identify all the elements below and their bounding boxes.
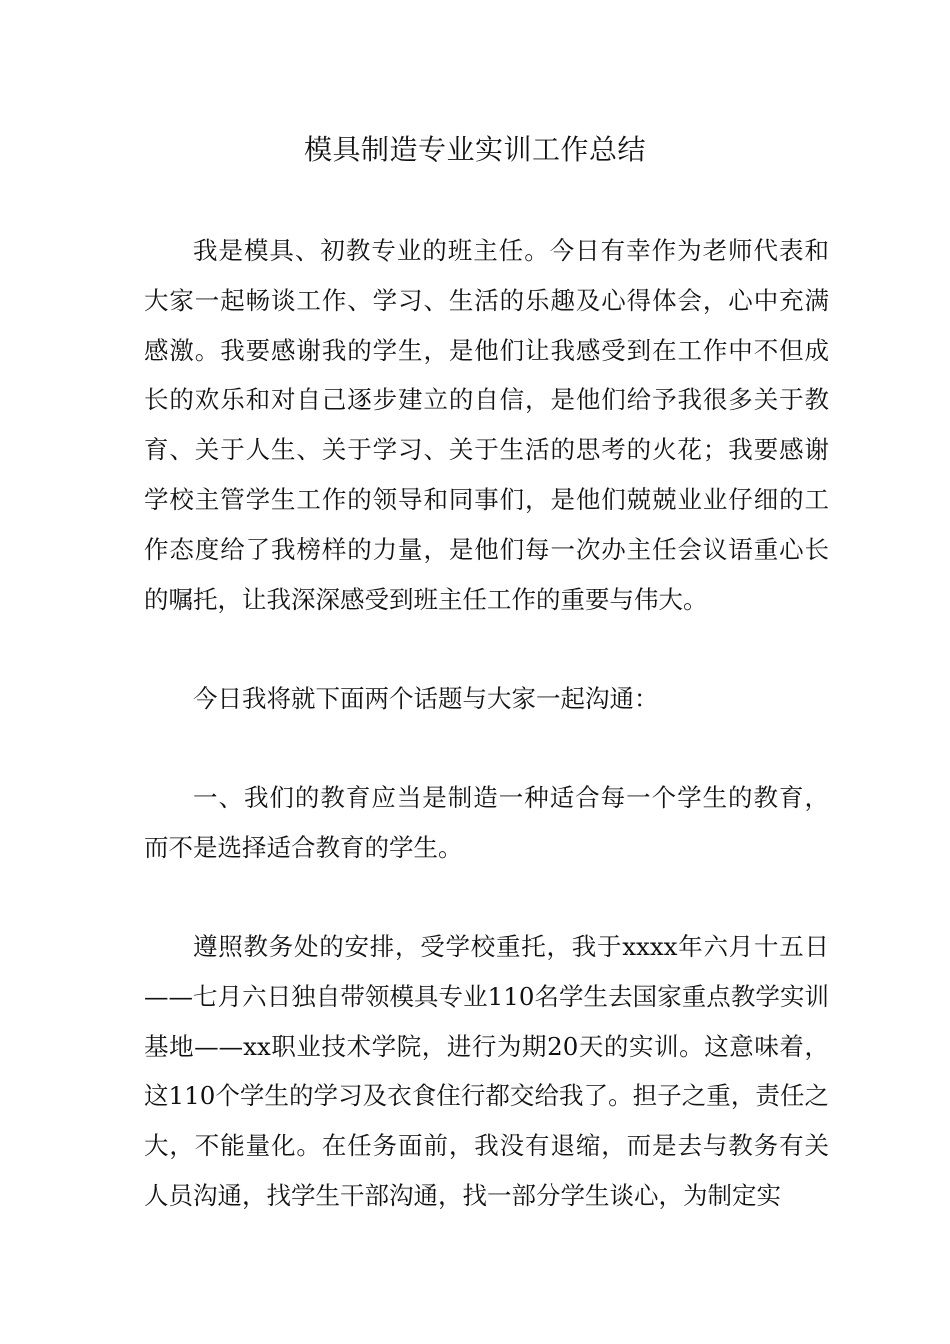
paragraph-topics-intro: 今日我将就下面两个话题与大家一起沟通： bbox=[193, 684, 659, 713]
document-title: 模具制造专业实训工作总结 bbox=[303, 133, 646, 166]
paragraph-topic-one: 一、我们的教育应当是制造一种适合每一个学生的教育，而不是选择适合教育的学生。 bbox=[144, 783, 829, 862]
paragraph-intro: 我是模具、初教专业的班主任。今日有幸作为老师代表和大家一起畅谈工作、学习、生活的乐趣及心得体会，心中充满感激。我要感谢我的学生，是他们让我感受到在工作中不但成长的欢乐和对自己逐步建立的自信，是他们给予我很多关于教育、关于人生、关于学习、关于生活的思考的火花；我要感谢学校主管学生工作的领导和同事们，是他们兢兢业业仔细的工作态度给了我榜样的力量，是他们每一次办主任会议语重心长的嘱托，让我深深感受到班主任工作的重要与伟大。 bbox=[144, 236, 829, 614]
paragraph-training: 遵照教务处的安排，受学校重托，我于xxxx年六月十五日——七月六日独自带领模具专业110名学生去国家重点教学实训基地——xx职业技术学院，进行为期20天的实训。这意味着，这110个学生的学习及衣食住行都交给我了。担子之重，责任之大，不能量化。在任务面前，我没有退缩，而是去与教务有关人员沟通，找学生干部沟通，找一部分学生谈心，为制定实 bbox=[144, 932, 829, 1210]
